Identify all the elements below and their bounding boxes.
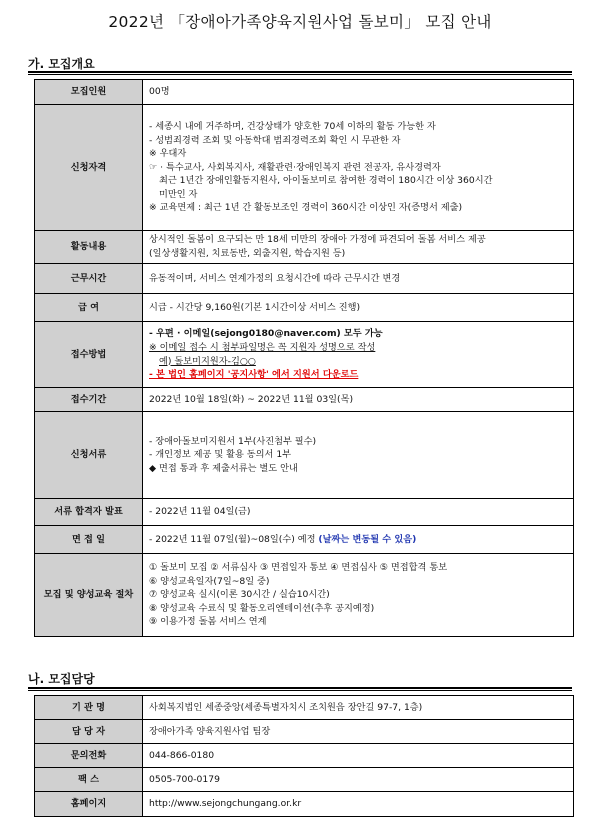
section-rule — [28, 690, 572, 691]
homepage-value: http://www.sejongchungang.or.kr — [143, 792, 574, 817]
overview-table — [34, 79, 574, 637]
procedure-line: ⑧ 양성교육 수료식 및 활동오리엔테이션(추후 공지예정) — [149, 602, 375, 614]
table-row — [35, 696, 574, 720]
method-line: - 본 법인 홈페이지 '공지사항' 에서 지원서 다운로드 — [149, 369, 359, 381]
table-row — [35, 526, 574, 554]
worktime-value: 유동적이며, 서비스 연계가정의 요청시간에 따라 근무시간 변경 — [143, 264, 574, 294]
row-label: 모집인원 — [35, 80, 143, 105]
phone-value: 044-866-0180 — [143, 744, 574, 768]
row-label: 문의전화 — [35, 744, 143, 768]
qualification-line: ※ 우대자 — [149, 148, 187, 160]
documents-value — [143, 412, 574, 499]
table-row — [35, 264, 574, 294]
method-line: - 우편 · 이메일(sejong0180@naver.com) 모두 가능 — [149, 328, 383, 340]
contact-table — [34, 695, 574, 817]
interview-date: - 2022년 11월 07일(월)~08일(수) 예정 — [149, 533, 316, 545]
row-label: 팩 스 — [35, 768, 143, 792]
procedure-value — [143, 554, 574, 637]
section-rule — [28, 71, 572, 73]
table-row — [35, 792, 574, 817]
row-label: 신청자격 — [35, 105, 143, 231]
row-label: 모집 및 양성교육 절차 — [35, 554, 143, 637]
activity-line: (일상생활지원, 치료동반, 외출지원, 학습지원 등) — [149, 248, 346, 259]
row-label: 접수방법 — [35, 322, 143, 388]
activity-line: 상시적인 돌봄이 요구되는 만 18세 미만의 장애아 가정에 파견되어 돌봄 서비스 제공 — [149, 234, 486, 246]
interview-value — [143, 526, 574, 554]
table-row — [35, 80, 574, 105]
documents-line: - 장애아돌보미지원서 1부(사진첨부 필수) — [149, 435, 317, 447]
qualification-line: - 성범죄경력 조회 및 아동학대 범죄경력조회 확인 시 무관한 자 — [149, 134, 401, 146]
qualification-line: - 세종시 내에 거주하며, 건강상태가 양호한 70세 이하의 활동 가능한 자 — [149, 120, 436, 132]
section-heading-contact: 나. 모집담당 — [28, 672, 95, 686]
table-row — [35, 388, 574, 412]
procedure-line: ⑨ 이용가정 돌봄 서비스 연계 — [149, 616, 267, 628]
table-row — [35, 768, 574, 792]
manager-value: 장애아가족 양육지원사업 팀장 — [143, 720, 574, 744]
activity-value — [143, 231, 574, 264]
method-value — [143, 322, 574, 388]
row-label: 면 접 일 — [35, 526, 143, 554]
row-label: 접수기간 — [35, 388, 143, 412]
row-label: 급 여 — [35, 294, 143, 322]
row-label: 신청서류 — [35, 412, 143, 499]
row-label: 근무시간 — [35, 264, 143, 294]
documents-line: ◆ 면접 통과 후 제출서류는 별도 안내 — [149, 462, 298, 474]
period-value: 2022년 10월 18일(화) ~ 2022년 11월 03일(목) — [143, 388, 574, 412]
procedure-line: ⑦ 양성교육 실시(이론 30시간 / 실습10시간) — [149, 589, 330, 601]
section-rule — [28, 74, 572, 75]
method-line: ※ 이메일 접수 시 첨부파일명은 꼭 지원자 성명으로 작성 — [149, 341, 376, 353]
fax-value: 0505-700-0179 — [143, 768, 574, 792]
table-row — [35, 231, 574, 264]
procedure-line: ⑥ 양성교육일자(7일~8일 중) — [149, 575, 270, 587]
table-row — [35, 554, 574, 637]
qualification-line: ※ 교육면제 : 최근 1년 간 활동보조인 경력이 360시간 이상인 자(증명서 제출) — [149, 202, 463, 214]
table-row — [35, 744, 574, 768]
section-rule — [28, 687, 572, 689]
row-label: 서류 합격자 발표 — [35, 499, 143, 526]
headcount-value: 00명 — [143, 80, 574, 105]
announce-value: - 2022년 11월 04일(금) — [143, 499, 574, 526]
table-row — [35, 322, 574, 388]
document-title: 2022년 「장애아가족양육지원사업 돌보미」 모집 안내 — [108, 13, 492, 31]
row-label: 홈페이지 — [35, 792, 143, 817]
pay-value: 시급 - 시간당 9,160원(기본 1시간이상 서비스 진행) — [143, 294, 574, 322]
procedure-line: ① 돌보미 모집 ② 서류심사 ③ 면접일자 통보 ④ 면접심사 ⑤ 면접합격 통보 — [149, 562, 448, 574]
qualification-line: ☞ · 특수교사, 사회복지사, 재활관련·장애인복지 관련 전공자, 유사경력자 — [149, 161, 441, 173]
table-row — [35, 499, 574, 526]
section-heading-overview: 가. 모집개요 — [28, 57, 95, 71]
qualification-line: 최근 1년간 장애인활동지원사, 아이돌보미로 참여한 경력이 180시간 이상 360시간 — [159, 175, 493, 187]
method-line: 예) 돌보미지원자-김○○ — [159, 355, 256, 367]
table-row — [35, 105, 574, 231]
qualification-value — [143, 105, 574, 231]
interview-note: (날짜는 변동될 수 있음) — [318, 533, 417, 545]
org-value: 사회복지법인 세종중앙(세종특별자치시 조치원읍 장안길 97-7, 1층) — [143, 696, 574, 720]
documents-line: - 개인정보 제공 및 활용 동의서 1부 — [149, 449, 292, 461]
row-label: 담 당 자 — [35, 720, 143, 744]
table-row — [35, 720, 574, 744]
table-row — [35, 412, 574, 499]
qualification-line: 미만인 자 — [159, 188, 198, 200]
row-label: 활동내용 — [35, 231, 143, 264]
row-label: 기 관 명 — [35, 696, 143, 720]
table-row — [35, 294, 574, 322]
